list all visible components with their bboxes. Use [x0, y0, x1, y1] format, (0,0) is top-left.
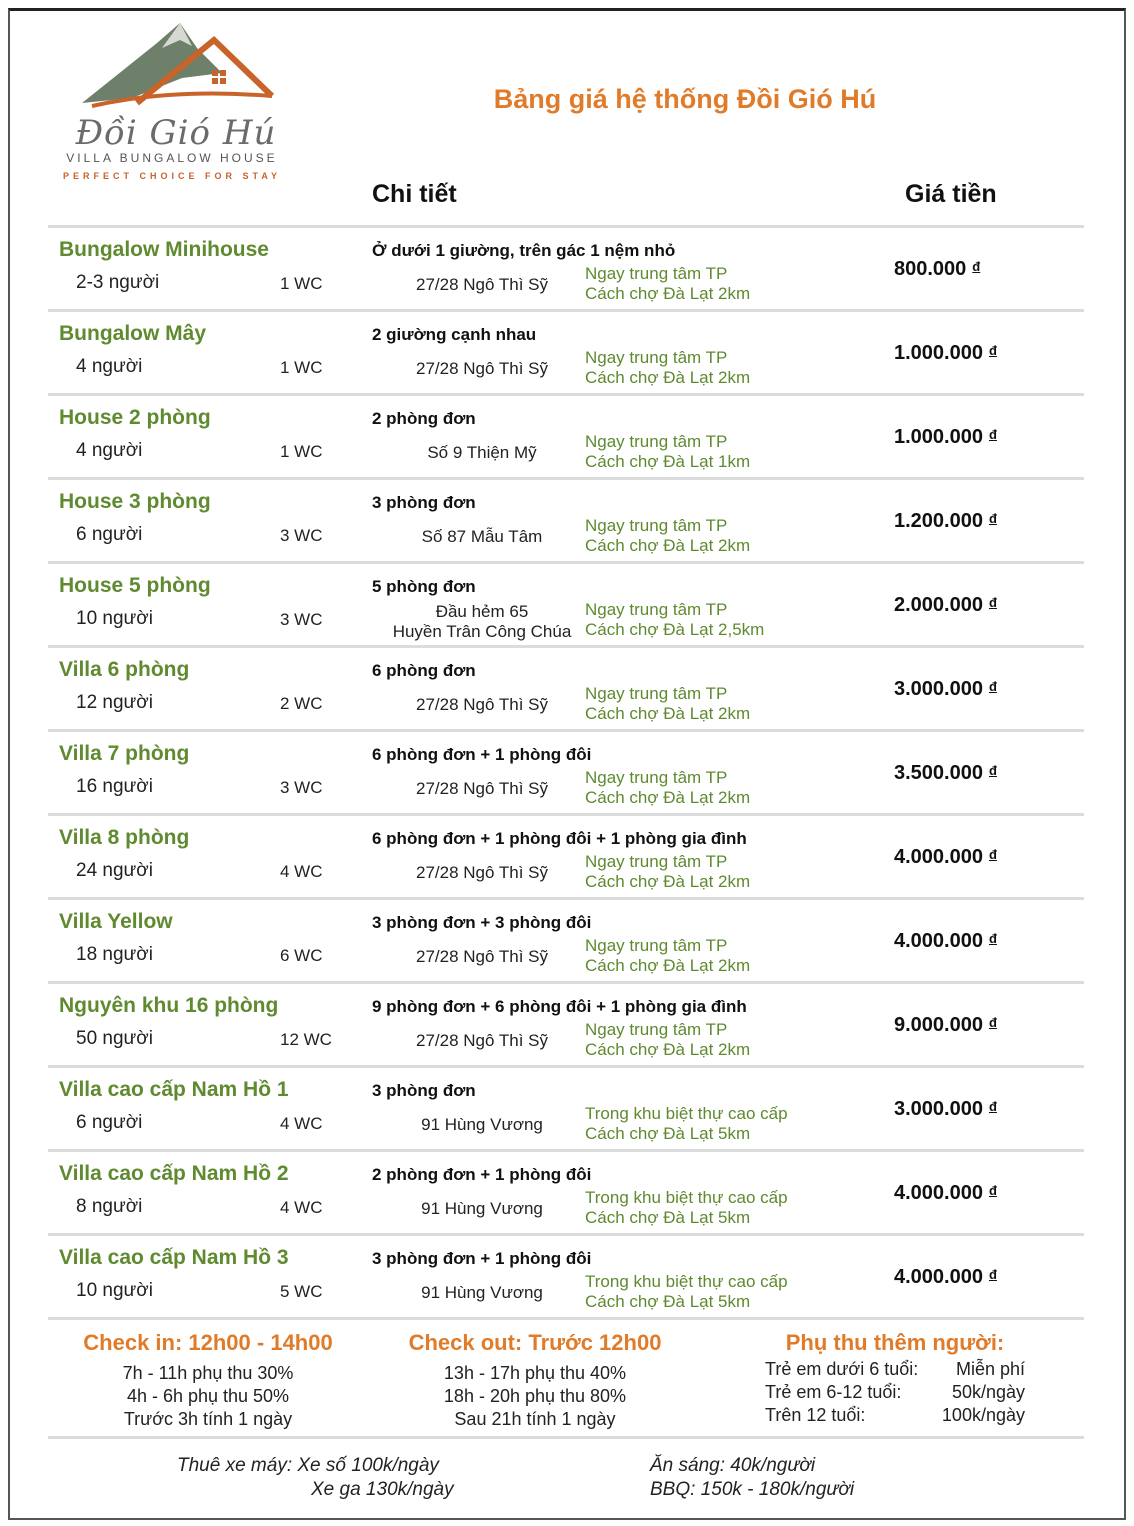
currency-symbol: đ [988, 847, 997, 862]
row-rooms: 3 phòng đơn [372, 493, 476, 512]
row-wc: 3 WC [280, 610, 323, 629]
price-value: 1.000.000 [894, 342, 983, 364]
row-wc: 5 WC [280, 1282, 323, 1301]
surcharge-item [765, 1382, 1035, 1405]
currency-symbol: đ [988, 679, 997, 694]
footer-bike-1: Thuê xe máy: Xe số 100k/ngày [177, 1455, 439, 1476]
row-note: Cách chợ Đà Lạt 1km [585, 452, 751, 471]
brand-tagline: PERFECT CHOICE FOR STAY [62, 171, 281, 181]
table-row [48, 732, 1084, 816]
table-row [48, 648, 1084, 732]
row-name: Villa 7 phòng [59, 742, 190, 765]
row-note: Cách chợ Đà Lạt 5km [585, 1124, 751, 1143]
footer-bbq: BBQ: 150k - 180k/người [650, 1479, 855, 1500]
table-row [48, 480, 1084, 564]
row-capacity: 18 người [76, 944, 153, 965]
row-name: House 3 phòng [59, 490, 211, 513]
price-value: 1.000.000 [894, 426, 983, 448]
row-name: Villa 6 phòng [59, 658, 190, 681]
row-capacity: 4 người [76, 440, 143, 461]
checkout-line: 13h - 17h phụ thu 40% [443, 1363, 627, 1383]
row-rooms: Ở dưới 1 giường, trên gác 1 nệm nhỏ [372, 241, 676, 260]
surcharge-value: Miễn phí [955, 1359, 1025, 1379]
row-rooms: 3 phòng đơn + 3 phòng đôi [372, 913, 592, 932]
row-wc: 1 WC [280, 442, 323, 461]
surcharge-label: Trẻ em dưới 6 tuổi: [765, 1359, 919, 1379]
row-note: Ngay trung tâm TP [585, 600, 728, 619]
row-wc: 1 WC [280, 274, 323, 293]
row-address: 27/28 Ngô Thì Sỹ [416, 275, 548, 294]
table-row [48, 1152, 1084, 1236]
row-price [894, 258, 980, 281]
row-wc: 12 WC [280, 1030, 332, 1049]
currency-symbol: đ [988, 343, 997, 358]
table-row [48, 900, 1084, 984]
row-capacity: 10 người [76, 1280, 153, 1301]
mountain-house-icon [62, 18, 282, 118]
row-capacity: 6 người [76, 1112, 143, 1133]
row-note: Cách chợ Đà Lạt 2,5km [585, 620, 765, 639]
currency-symbol: đ [988, 931, 997, 946]
row-wc: 2 WC [280, 694, 323, 713]
row-name: Villa Yellow [59, 910, 173, 933]
row-price [894, 762, 997, 785]
row-rooms: 6 phòng đơn + 1 phòng đôi + 1 phòng gia đình [372, 829, 747, 848]
row-note: Ngay trung tâm TP [585, 264, 728, 283]
price-value: 2.000.000 [894, 594, 983, 616]
price-value: 4.000.000 [894, 1266, 983, 1288]
row-address: 27/28 Ngô Thì Sỹ [416, 947, 548, 966]
row-address: 27/28 Ngô Thì Sỹ [416, 863, 548, 882]
row-capacity: 16 người [76, 776, 153, 797]
price-value: 800.000 [894, 258, 967, 280]
price-value: 4.000.000 [894, 930, 983, 952]
table-row [48, 312, 1084, 396]
row-capacity: 24 người [76, 860, 153, 881]
row-wc: 1 WC [280, 358, 323, 377]
table-row [48, 228, 1084, 312]
price-value: 1.200.000 [894, 510, 983, 532]
footer-breakfast: Ăn sáng: 40k/người [650, 1455, 816, 1476]
row-price [894, 1266, 997, 1289]
row-name: Bungalow Minihouse [59, 238, 269, 261]
row-address: 91 Hùng Vương [421, 1283, 543, 1302]
row-rooms: 6 phòng đơn + 1 phòng đôi [372, 745, 592, 764]
divider [48, 1317, 1084, 1320]
row-wc: 3 WC [280, 526, 323, 545]
row-name: House 2 phòng [59, 406, 211, 429]
row-address: 27/28 Ngô Thì Sỹ [416, 359, 548, 378]
table-row [48, 1068, 1084, 1152]
row-note: Trong khu biệt thự cao cấp [585, 1272, 788, 1291]
row-price [894, 594, 997, 617]
row-wc: 4 WC [280, 862, 323, 881]
row-capacity: 8 người [76, 1196, 143, 1217]
brand-name: Đồi Gió Hú [75, 113, 277, 153]
row-wc: 4 WC [280, 1198, 323, 1217]
checkout-title: Check out: Trước 12h00 [408, 1330, 662, 1355]
row-address [372, 602, 592, 642]
table-row [48, 564, 1084, 648]
row-address: 27/28 Ngô Thì Sỹ [416, 779, 548, 798]
row-note: Cách chợ Đà Lạt 2km [585, 872, 751, 891]
price-value: 4.000.000 [894, 846, 983, 868]
price-value: 3.000.000 [894, 678, 983, 700]
checkout-section [385, 1330, 685, 1431]
checkout-line: 18h - 20h phụ thu 80% [443, 1386, 627, 1406]
row-note: Cách chợ Đà Lạt 5km [585, 1292, 751, 1311]
row-capacity: 10 người [76, 608, 153, 629]
row-note: Cách chợ Đà Lạt 2km [585, 536, 751, 555]
surcharge-title: Phụ thu thêm người: [785, 1330, 1005, 1355]
price-value: 4.000.000 [894, 1182, 983, 1204]
row-price [894, 678, 997, 701]
row-price [894, 1098, 997, 1121]
checkin-line: 7h - 11h phụ thu 30% [122, 1363, 294, 1383]
row-note: Trong khu biệt thự cao cấp [585, 1104, 788, 1123]
row-address: 27/28 Ngô Thì Sỹ [416, 1031, 548, 1050]
row-address-line: Đầu hẻm 65 [435, 602, 529, 621]
header-detail: Chi tiết [372, 180, 457, 208]
surcharge-label: Trẻ em 6-12 tuổi: [765, 1382, 902, 1402]
row-address: 27/28 Ngô Thì Sỹ [416, 695, 548, 714]
row-price [894, 426, 997, 449]
currency-symbol: đ [988, 595, 997, 610]
currency-symbol: đ [988, 427, 997, 442]
table-row [48, 396, 1084, 480]
currency-symbol: đ [988, 1267, 997, 1282]
row-rooms: 5 phòng đơn [372, 577, 476, 596]
row-address: Số 87 Mẫu Tâm [421, 527, 543, 546]
surcharge-section [755, 1330, 1035, 1362]
row-name: Villa cao cấp Nam Hồ 3 [59, 1246, 289, 1269]
row-price [894, 930, 997, 953]
row-name: Nguyên khu 16 phòng [59, 994, 279, 1017]
row-note: Ngay trung tâm TP [585, 768, 728, 787]
brand-logo [62, 18, 282, 188]
row-name: Bungalow Mây [59, 322, 207, 345]
row-price [894, 846, 997, 869]
surcharge-item [765, 1405, 1035, 1428]
checkin-title: Check in: 12h00 - 14h00 [83, 1330, 333, 1355]
currency-symbol: đ [988, 763, 997, 778]
row-wc: 4 WC [280, 1114, 323, 1133]
row-price [894, 1014, 997, 1037]
surcharge-value: 100k/ngày [941, 1405, 1025, 1425]
row-capacity: 6 người [76, 524, 143, 545]
row-note: Trong khu biệt thự cao cấp [585, 1188, 788, 1207]
row-name: Villa cao cấp Nam Hồ 2 [59, 1162, 289, 1185]
currency-symbol: đ [972, 259, 981, 274]
row-note: Ngay trung tâm TP [585, 348, 728, 367]
currency-symbol: đ [988, 1183, 997, 1198]
row-note: Ngay trung tâm TP [585, 1020, 728, 1039]
row-wc: 3 WC [280, 778, 323, 797]
row-name: Villa cao cấp Nam Hồ 1 [59, 1078, 289, 1101]
row-note: Cách chợ Đà Lạt 2km [585, 1040, 751, 1059]
row-rooms: 2 phòng đơn + 1 phòng đôi [372, 1165, 592, 1184]
row-capacity: 50 người [76, 1028, 153, 1049]
row-note: Ngay trung tâm TP [585, 516, 728, 535]
page-title: Bảng giá hệ thống Đồi Gió Hú [493, 84, 877, 114]
currency-symbol: đ [988, 1099, 997, 1114]
row-price [894, 1182, 997, 1205]
row-address-line: Huyền Trân Công Chúa [392, 622, 572, 641]
row-capacity: 2-3 người [76, 272, 160, 293]
row-note: Cách chợ Đà Lạt 2km [585, 956, 751, 975]
row-wc: 6 WC [280, 946, 323, 965]
row-note: Ngay trung tâm TP [585, 936, 728, 955]
row-rooms: 9 phòng đơn + 6 phòng đôi + 1 phòng gia đình [372, 997, 747, 1016]
row-capacity: 12 người [76, 692, 153, 713]
price-value: 3.000.000 [894, 1098, 983, 1120]
row-note: Cách chợ Đà Lạt 5km [585, 1208, 751, 1227]
divider [48, 1436, 1084, 1439]
row-address: 91 Hùng Vương [421, 1115, 543, 1134]
currency-symbol: đ [988, 511, 997, 526]
row-capacity: 4 người [76, 356, 143, 377]
row-rooms: 3 phòng đơn + 1 phòng đôi [372, 1249, 592, 1268]
row-note: Cách chợ Đà Lạt 2km [585, 788, 751, 807]
surcharge-item [765, 1359, 1035, 1382]
row-note: Cách chợ Đà Lạt 2km [585, 368, 751, 387]
header-price: Giá tiền [905, 180, 997, 208]
row-name: Villa 8 phòng [59, 826, 190, 849]
checkin-line: 4h - 6h phụ thu 50% [126, 1386, 290, 1406]
table-row [48, 816, 1084, 900]
currency-symbol: đ [988, 1015, 997, 1030]
price-value: 3.500.000 [894, 762, 983, 784]
row-price [894, 342, 997, 365]
row-note: Ngay trung tâm TP [585, 684, 728, 703]
price-value: 9.000.000 [894, 1014, 983, 1036]
row-note: Cách chợ Đà Lạt 2km [585, 704, 751, 723]
row-rooms: 3 phòng đơn [372, 1081, 476, 1100]
checkin-section [58, 1330, 358, 1431]
footer-bike-2: Xe ga 130k/ngày [311, 1479, 454, 1500]
table-row [48, 984, 1084, 1068]
checkout-line: Sau 21h tính 1 ngày [454, 1409, 616, 1429]
brand-subtitle: VILLA BUNGALOW HOUSE [66, 151, 278, 165]
row-note: Ngay trung tâm TP [585, 432, 728, 451]
row-note: Ngay trung tâm TP [585, 852, 728, 871]
row-rooms: 2 phòng đơn [372, 409, 476, 428]
row-note: Cách chợ Đà Lạt 2km [585, 284, 751, 303]
checkin-line: Trước 3h tính 1 ngày [123, 1409, 293, 1429]
row-name: House 5 phòng [59, 574, 211, 597]
surcharge-value: 50k/ngày [951, 1382, 1025, 1402]
table-row [48, 1236, 1084, 1320]
surcharge-label: Trên 12 tuổi: [765, 1405, 866, 1425]
row-rooms: 2 giường cạnh nhau [372, 325, 537, 344]
row-rooms: 6 phòng đơn [372, 661, 476, 680]
row-address: Số 9 Thiện Mỹ [427, 443, 537, 462]
row-address: 91 Hùng Vương [421, 1199, 543, 1218]
surcharge-list [765, 1359, 1035, 1428]
row-price [894, 510, 997, 533]
